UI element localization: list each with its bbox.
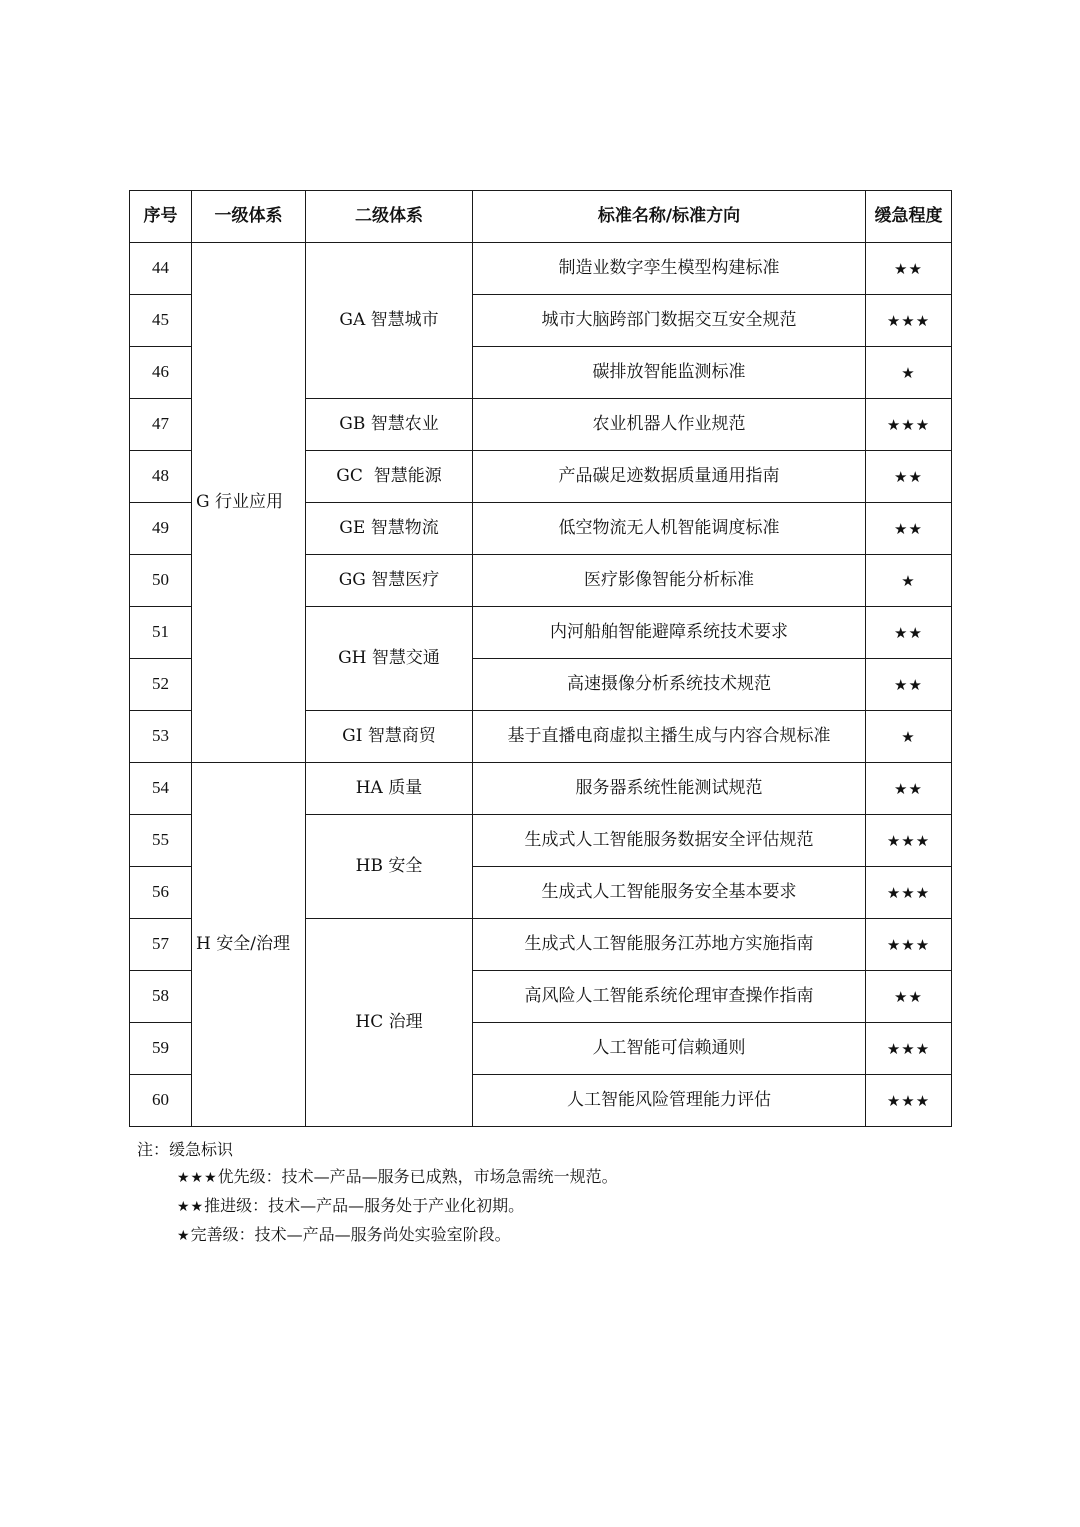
row-urgency: ★★ (866, 659, 952, 711)
row-seq: 54 (130, 763, 192, 815)
level2-gi: GI 智慧商贸 (306, 711, 473, 763)
row-urgency: ★ (866, 711, 952, 763)
note-item-priority (137, 1163, 618, 1192)
row-urgency: ★★ (866, 503, 952, 555)
row-standard-name: 生成式人工智能服务江苏地方实施指南 (473, 919, 866, 971)
level2-gh: GH 智慧交通 (306, 607, 473, 711)
row-standard-name: 服务器系统性能测试规范 (473, 763, 866, 815)
header-urgency: 缓急程度 (866, 191, 952, 243)
row-standard-name: 城市大脑跨部门数据交互安全规范 (473, 295, 866, 347)
row-seq: 48 (130, 451, 192, 503)
row-seq: 44 (130, 243, 192, 295)
row-standard-name: 人工智能可信赖通则 (473, 1023, 866, 1075)
standards-table (129, 190, 952, 1127)
table-row (130, 763, 952, 815)
row-urgency: ★ (866, 347, 952, 399)
row-urgency: ★★★ (866, 867, 952, 919)
row-urgency: ★ (866, 555, 952, 607)
header-level1: 一级体系 (192, 191, 306, 243)
level2-hb: HB 安全 (306, 815, 473, 919)
level1-h: H 安全/治理 (192, 763, 306, 1127)
level2-gc: GC 智慧能源 (306, 451, 473, 503)
level2-hc: HC 治理 (306, 919, 473, 1127)
row-urgency: ★★★ (866, 815, 952, 867)
row-seq: 58 (130, 971, 192, 1023)
row-seq: 56 (130, 867, 192, 919)
row-standard-name: 生成式人工智能服务数据安全评估规范 (473, 815, 866, 867)
row-standard-name: 碳排放智能监测标准 (473, 347, 866, 399)
row-seq: 45 (130, 295, 192, 347)
row-standard-name: 农业机器人作业规范 (473, 399, 866, 451)
note-stars: ★ (177, 1228, 191, 1244)
row-urgency: ★★★ (866, 399, 952, 451)
row-urgency: ★★★ (866, 1075, 952, 1127)
row-seq: 59 (130, 1023, 192, 1075)
row-seq: 46 (130, 347, 192, 399)
row-urgency: ★★ (866, 607, 952, 659)
row-standard-name: 低空物流无人机智能调度标准 (473, 503, 866, 555)
row-seq: 55 (130, 815, 192, 867)
row-standard-name: 生成式人工智能服务安全基本要求 (473, 867, 866, 919)
row-urgency: ★★ (866, 971, 952, 1023)
row-standard-name: 制造业数字孪生模型构建标准 (473, 243, 866, 295)
row-seq: 57 (130, 919, 192, 971)
row-urgency: ★★★ (866, 919, 952, 971)
row-seq: 52 (130, 659, 192, 711)
level1-g: G 行业应用 (192, 243, 306, 763)
level2-ge: GE 智慧物流 (306, 503, 473, 555)
row-standard-name: 高风险人工智能系统伦理审查操作指南 (473, 971, 866, 1023)
note-stars: ★★ (177, 1199, 205, 1215)
level2-gb: GB 智慧农业 (306, 399, 473, 451)
notes-title: 注：缓急标识 (137, 1140, 234, 1159)
row-urgency: ★★ (866, 451, 952, 503)
row-urgency: ★★ (866, 243, 952, 295)
row-urgency: ★★ (866, 763, 952, 815)
row-standard-name: 人工智能风险管理能力评估 (473, 1075, 866, 1127)
level2-gg: GG 智慧医疗 (306, 555, 473, 607)
row-seq: 47 (130, 399, 192, 451)
note-stars: ★★★ (177, 1170, 218, 1186)
header-standard-name: 标准名称/标准方向 (473, 191, 866, 243)
header-seq: 序号 (130, 191, 192, 243)
level2-ga: GA 智慧城市 (306, 243, 473, 399)
row-standard-name: 内河船舶智能避障系统技术要求 (473, 607, 866, 659)
table-row (130, 243, 952, 295)
row-seq: 49 (130, 503, 192, 555)
row-seq: 51 (130, 607, 192, 659)
note-item-improve (137, 1221, 618, 1250)
row-urgency: ★★★ (866, 1023, 952, 1075)
row-urgency: ★★★ (866, 295, 952, 347)
note-item-advance (137, 1192, 618, 1221)
note-text: 推进级：技术—产品—服务处于产业化初期。 (204, 1196, 525, 1215)
note-text: 优先级：技术—产品—服务已成熟，市场急需统一规范。 (217, 1167, 618, 1186)
row-seq: 53 (130, 711, 192, 763)
header-level2: 二级体系 (306, 191, 473, 243)
row-standard-name: 医疗影像智能分析标准 (473, 555, 866, 607)
row-seq: 60 (130, 1075, 192, 1127)
level2-ha: HA 质量 (306, 763, 473, 815)
urgency-notes (137, 1136, 618, 1250)
row-seq: 50 (130, 555, 192, 607)
table-header-row (130, 191, 952, 243)
row-standard-name: 产品碳足迹数据质量通用指南 (473, 451, 866, 503)
note-text: 完善级：技术—产品—服务尚处实验室阶段。 (190, 1225, 511, 1244)
row-standard-name: 基于直播电商虚拟主播生成与内容合规标准 (473, 711, 866, 763)
row-standard-name: 高速摄像分析系统技术规范 (473, 659, 866, 711)
